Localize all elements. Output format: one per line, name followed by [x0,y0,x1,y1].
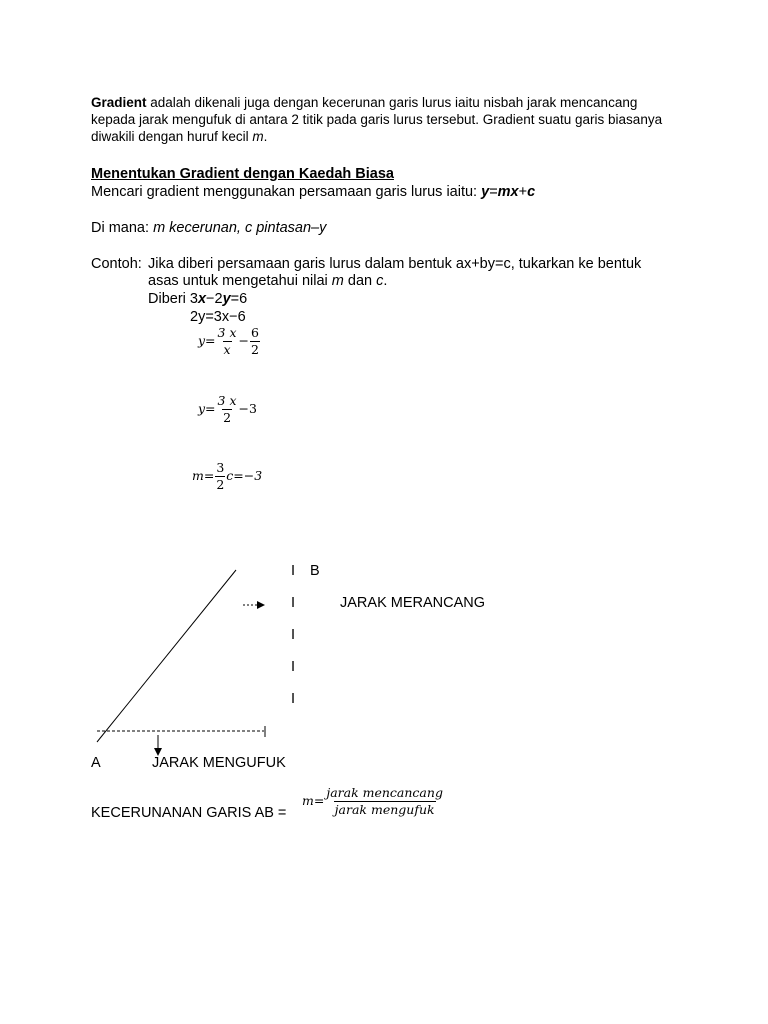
where-label: Di mana: [91,220,154,236]
intro-line-3-text: diwakili dengan huruf kecil [91,129,253,144]
intro-term: Gradient [91,95,147,110]
vertical-bar-5: I [291,691,296,707]
given-prefix: Diberi 3 [148,291,198,307]
formula-numerator: jarak mencancang [326,785,443,800]
example-line-2-text: asas untuk mengetahui nilai [148,273,332,289]
section-heading-text: Menentukan Gradient dengan Kaedah Biasa [91,166,394,182]
step-5-f-num: 3 [216,460,225,475]
step-5-rest: c=−3 [226,468,263,483]
vertical-bar-1: I [291,563,296,579]
step-3-f1-den: x [223,342,231,357]
eq-c: c [527,184,536,200]
formula-fraction [325,786,444,817]
gradient-formula [302,786,445,817]
point-a-label: A [91,755,101,771]
step-3-f1-num: 3 x [217,325,237,340]
method-text: Mencari gradient menggunakan persamaan garis lurus iaitu: [91,184,482,200]
where-text: m kecerunan, c pintasan–y [153,220,327,236]
vertical-distance-label: JARAK MERANCANG [340,595,486,611]
example-var-c: c [376,273,384,289]
vertical-pointer-arrowhead [257,601,265,609]
formula-lhs: m= [302,793,325,808]
step-4-lhs: y= [198,401,216,416]
step-3-f2-den: 2 [251,342,259,357]
step-4-rest: −3 [238,401,257,416]
eq-mx: mx [497,184,519,200]
formula-denominator: jarak mengufuk [334,802,435,817]
example-line-2-mid: dan [343,273,377,289]
formula-label: KECERUNANAN GARIS AB = [91,805,287,821]
intro-var-m: m [252,129,264,144]
horizontal-distance-label: JARAK MENGUFUK [152,755,286,771]
point-b-label: B [310,563,320,579]
step-3-minus: − [238,333,250,348]
line-ab [97,570,236,742]
example-var-m: m [331,273,344,289]
example-line-1: Jika diberi persamaan garis lurus dalam bentuk ax+by=c, tukarkan ke bentuk [148,256,642,272]
step-5-f-den: 2 [216,477,225,492]
vertical-bar-3: I [291,627,296,643]
example-line-2-period: . [383,273,388,289]
eq-equals: = [489,184,498,200]
example-label: Contoh: [91,256,142,272]
intro-line-2: kepada jarak mengufuk di antara 2 titik pada garis lurus tersebut. Gradient suatu garis biasanya [91,112,663,127]
intro-line-3-period: . [263,129,268,144]
vertical-bar-4: I [291,659,296,675]
step-5-lhs: m= [192,468,215,483]
intro-line-1-text: adalah dikenali juga dengan kecerunan garis lurus iaitu nisbah jarak mencancang [146,95,638,110]
eq-y: y [481,184,490,200]
eq-plus: + [518,184,528,200]
given-x: x [197,291,207,307]
given-y: y [222,291,231,307]
step-2: 2y=3x−6 [190,309,246,325]
step-4-f-den: 2 [223,410,232,425]
given-suffix: =6 [230,291,248,307]
step-3-f2-num: 6 [251,325,259,340]
step-3-lhs: y= [198,333,216,348]
vertical-bar-2: I [291,595,296,611]
step-4-f-num: 3 x [217,393,237,408]
given-mid: −2 [206,291,223,307]
